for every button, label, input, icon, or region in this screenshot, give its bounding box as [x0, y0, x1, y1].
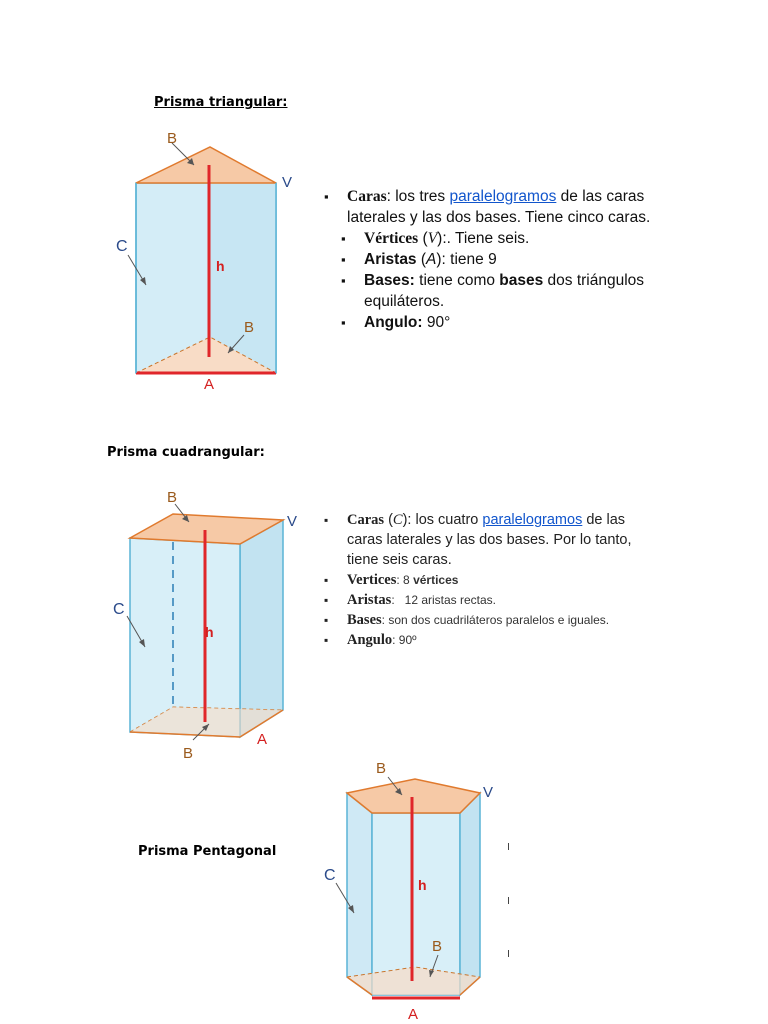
label-b-bottom: B: [183, 745, 194, 762]
label-c: C: [113, 601, 125, 618]
label-v: V: [287, 513, 298, 530]
section-title-triangular: Prisma triangular:: [154, 95, 288, 110]
text-cursor-mark: [508, 897, 509, 904]
triangular-prism-figure: [110, 125, 310, 395]
list-item-caras: ▪ Caras (C): los cuatro paralelogramos de las caras laterales y las dos bases. Por lo tanto, tiene seis caras.: [322, 510, 662, 570]
label-c: C: [324, 867, 336, 884]
label-b-bottom: B: [244, 319, 255, 336]
list-item-caras: ▪ Caras: los tres paralelogramos de las caras laterales y las dos bases. Tiene cinco caras.: [322, 186, 652, 228]
lateral-face: [460, 793, 480, 995]
list-item-vertices: ▪ Vertices: 8 vértices: [322, 570, 662, 590]
label-b-bottom: B: [432, 938, 443, 955]
text-cursor-mark: [508, 843, 509, 850]
top-base: [136, 147, 276, 183]
list-item-aristas: ▪ Aristas: 12 aristas rectas.: [322, 590, 662, 610]
list-item-bases: ▪ Bases: son dos cuadriláteros paralelos e iguales.: [322, 610, 662, 630]
list-item-bases: ▪ Bases: tiene como bases dos triángulos equiláteros.: [322, 270, 652, 312]
label-v: V: [483, 784, 494, 801]
list-item-angulo: ▪ Angulo: 90º: [322, 630, 662, 650]
list-item-vertices: ▪ Vértices (V):. Tiene seis.: [322, 228, 652, 249]
label-v: V: [282, 174, 293, 191]
section-title-cuadrangular: Prisma cuadrangular:: [107, 445, 265, 460]
lateral-face: [347, 793, 372, 995]
cuadrangular-properties-list: [322, 510, 662, 650]
label-a: A: [257, 731, 268, 748]
label-b-top: B: [376, 760, 387, 777]
label-h: h: [205, 624, 214, 640]
paralelogramos-link[interactable]: paralelogramos: [449, 188, 557, 205]
triangular-properties-list: [322, 186, 652, 333]
list-item-angulo: ▪ Angulo: 90°: [322, 312, 652, 333]
section-title-pentagonal: Prisma Pentagonal: [138, 844, 277, 859]
label-h: h: [216, 258, 225, 274]
text-cursor-mark: [508, 950, 509, 957]
label-a: A: [408, 1006, 419, 1023]
label-c: C: [116, 238, 128, 255]
lateral-face: [240, 520, 283, 737]
list-item-aristas: ▪ Aristas (A): tiene 9: [322, 249, 652, 270]
paralelogramos-link[interactable]: paralelogramos: [482, 512, 583, 528]
pentagonal-prism-figure: [320, 755, 510, 1024]
cuadrangular-prism-figure: [105, 482, 305, 772]
lateral-face: [130, 538, 240, 737]
label-h: h: [418, 877, 427, 893]
label-b-top: B: [167, 489, 178, 506]
label-a: A: [204, 376, 215, 393]
label-b-top: B: [167, 130, 178, 147]
